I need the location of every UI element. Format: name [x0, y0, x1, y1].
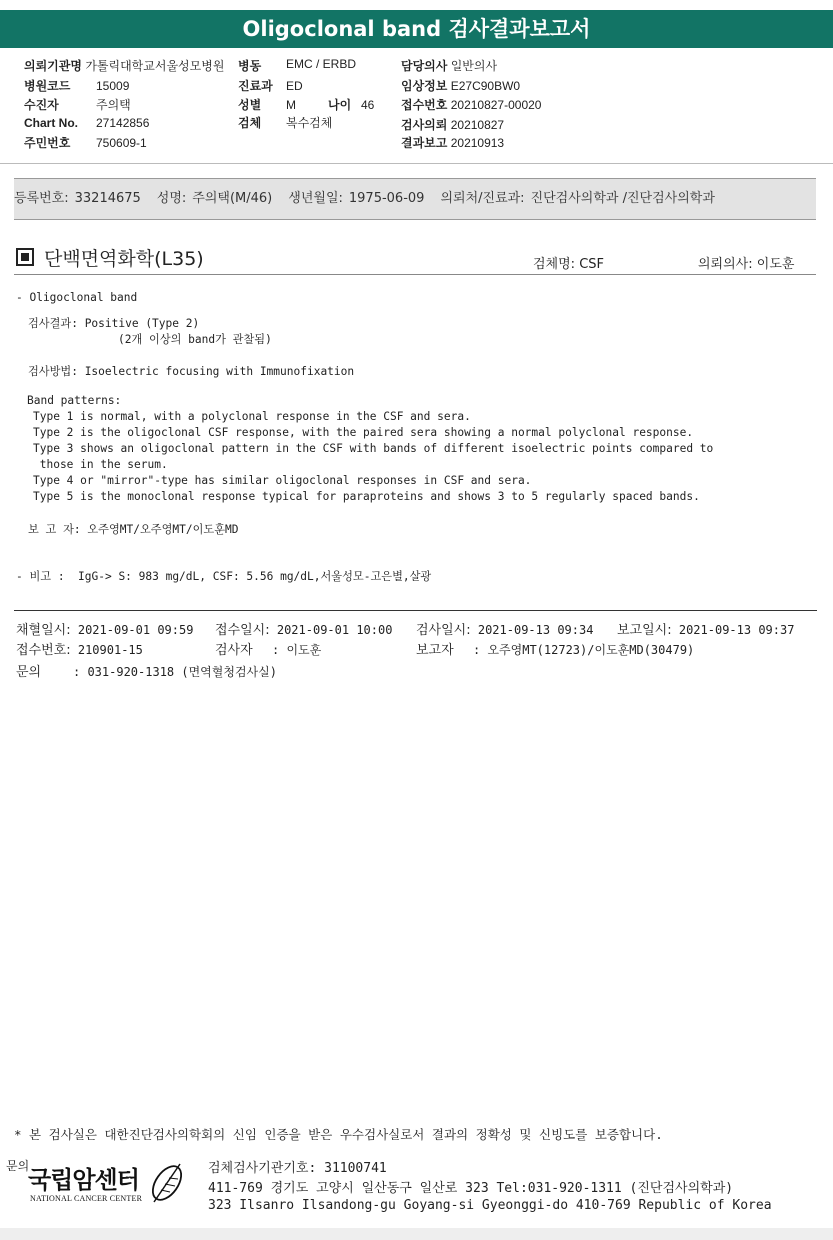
dept-value: 진단검사의학과 /진단검사의학과 — [530, 191, 715, 206]
remark-line: - 비고 : IgG-> S: 983 mg/dL, CSF: 5.56 mg/dL,서울성모-고은별,살광 — [16, 570, 432, 583]
section-specimen: 검체명: CSF — [533, 257, 605, 272]
patient-bar — [14, 178, 816, 220]
agency-code: 검체검사기관기호: 31100741 — [208, 1161, 387, 1176]
dob-value: 1975-06-09 — [348, 191, 425, 206]
header-accession: 접수번호 20210827-00020 — [401, 98, 542, 112]
header-report-date: 결과보고 20210913 — [401, 136, 505, 150]
accession-number: 접수번호: 210901-15 — [16, 643, 143, 658]
header-id: 주민번호 750609-1 — [24, 136, 147, 150]
inquiry-small: 문의 — [6, 1159, 30, 1173]
header-hospital-code: 병원코드 15009 — [24, 79, 130, 93]
pattern-line: Type 5 is the monoclonal response typical for paraproteins and shows 3 to 5 regularly spaced bands. — [33, 490, 700, 503]
header-dept: 진료과 ED — [238, 79, 303, 93]
header-ward-value: EMC / ERBD — [286, 57, 357, 71]
reporter: 보고자 : 오주영MT(12723)/이도훈MD(30479) — [416, 643, 695, 658]
address-korean: 411-769 경기도 고양시 일산동구 일산로 323 Tel:031-920-1311 (진단검사의학과) — [208, 1181, 734, 1196]
logo — [20, 1160, 190, 1210]
method-line: 검사방법: Isoelectric focusing with Immunofixation — [28, 365, 355, 378]
pattern-line: those in the serum. — [33, 458, 168, 471]
header-doctor: 담당의사 일반의사 — [401, 59, 498, 73]
reg-label: 등록번호: — [14, 191, 69, 206]
logo-korean: 국립암센터 — [28, 1166, 139, 1194]
footer-divider — [14, 610, 817, 611]
bottom-band — [0, 1228, 833, 1240]
report-title: Oligoclonal band 검사결과보고서 — [0, 10, 833, 48]
test-time: 검사일시: 2021-09-13 09:34 — [416, 623, 594, 638]
name-label: 성명: — [156, 191, 187, 206]
section-header — [16, 244, 204, 271]
report-time: 보고일시: 2021-09-13 09:37 — [617, 623, 795, 638]
divider — [0, 163, 833, 164]
header-patient: 수진자 주의택 — [24, 98, 131, 112]
header-ward: 병동 — [238, 59, 262, 73]
pattern-line: Type 3 shows an oligoclonal pattern in the CSF with bands of different isoelectric points compared to — [33, 442, 714, 455]
header-age: 나이 46 — [328, 98, 375, 112]
reporter-line: 보 고 자: 오주영MT/오주영MT/이도훈MD — [28, 523, 239, 536]
header-request: 검사의뢰 20210827 — [401, 118, 505, 132]
receive-time: 접수일시: 2021-09-01 10:00 — [215, 623, 393, 638]
result-line: 검사결과: Positive (Type 2) — [28, 317, 200, 330]
square-bullet-icon — [16, 248, 34, 266]
pattern-line: Type 4 or "mirror"-type has similar oligoclonal responses in CSF and sera. — [33, 474, 532, 487]
collect-time: 채혈일시: 2021-09-01 09:59 — [16, 623, 194, 638]
dept-label: 의뢰처/진료과: — [440, 191, 525, 206]
header-institution: 의뢰기관명 가톨릭대학교서울성모병원 — [24, 59, 225, 73]
section-title: 단백면역화학(L35) — [44, 248, 204, 270]
tester: 검사자 : 이도훈 — [215, 643, 322, 658]
inquiry: 문의 : 031-920-1318 (면역혈청검사실) — [16, 665, 277, 680]
logo-english: NATIONAL CANCER CENTER — [30, 1194, 143, 1203]
address-english: 323 Ilsanro Ilsandong-gu Goyang-si Gyeonggi-do 410-769 Republic of Korea — [208, 1198, 772, 1213]
name-value: 주의택(M/46) — [192, 191, 273, 206]
header-chart: Chart No. 27142856 — [24, 116, 150, 130]
patterns-title: Band patterns: — [27, 394, 122, 407]
reg-value: 33214675 — [74, 191, 141, 206]
dob-label: 생년월일: — [288, 191, 343, 206]
test-name: - Oligoclonal band — [16, 291, 138, 304]
section-doctor: 의뢰의사: 이도훈 — [698, 257, 795, 272]
pattern-line: Type 1 is normal, with a polyclonal response in the CSF and sera. — [33, 410, 471, 423]
result-note: (2개 이상의 band가 관찰됨) — [118, 333, 272, 346]
header-specimen: 검체 복수검체 — [238, 116, 333, 130]
header-sex: 성별 M — [238, 98, 296, 112]
leaf-logo-icon — [148, 1160, 186, 1206]
section-divider — [14, 274, 816, 275]
certification-note: * 본 검사실은 대한진단검사의학회의 신임 인증을 받은 우수검사실로서 결과의 정확성 및 신빙도를 보증합니다. — [14, 1127, 663, 1142]
pattern-line: Type 2 is the oligoclonal CSF response, with the paired sera showing a normal polyclonal response. — [33, 426, 694, 439]
header-clinical: 임상정보 E27C90BW0 — [401, 79, 521, 93]
